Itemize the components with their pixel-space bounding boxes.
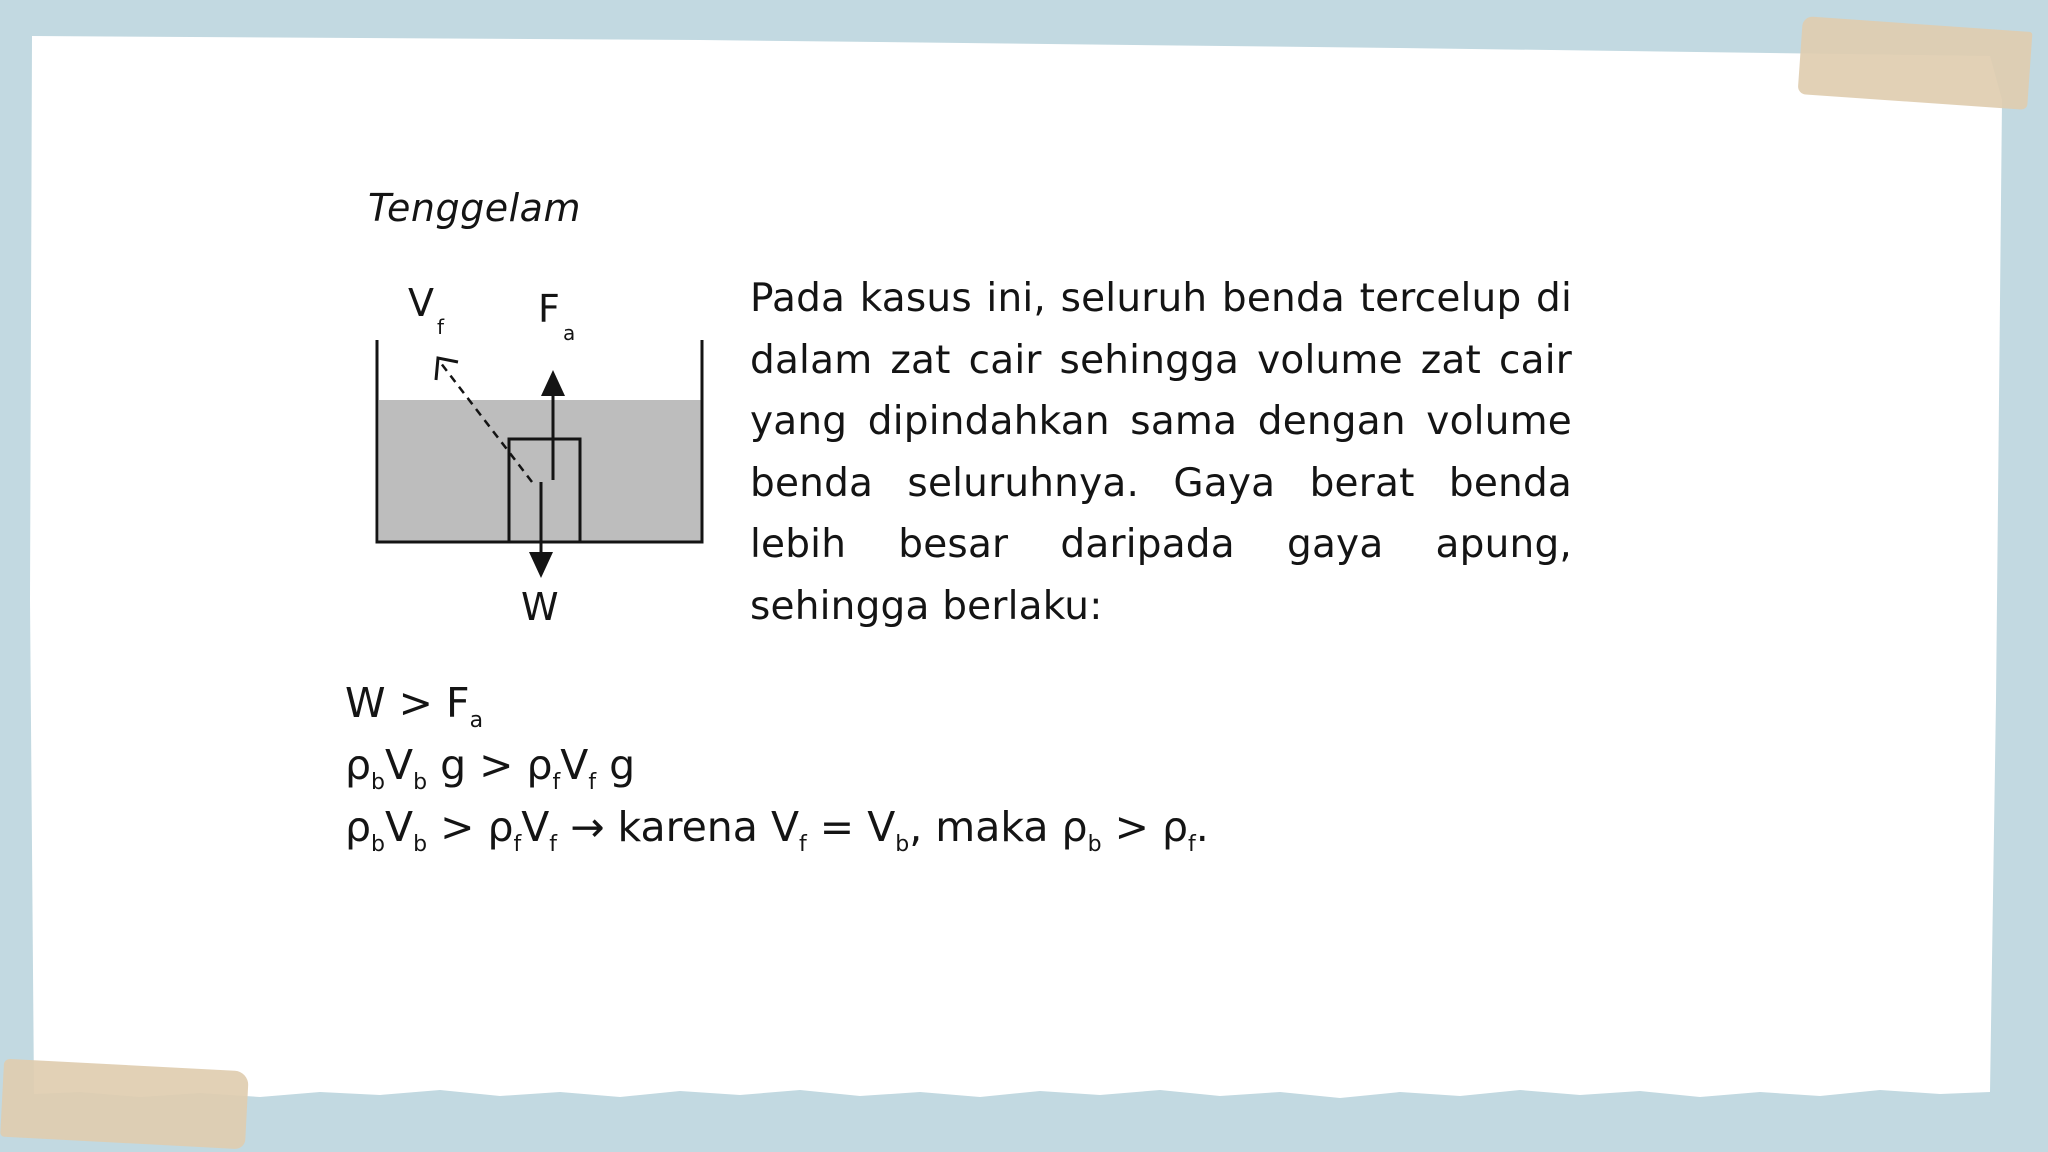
symbol-rho: ρ	[345, 741, 372, 789]
sinking-diagram	[360, 270, 720, 640]
volume-arrowhead	[436, 358, 458, 380]
symbol-volume: V	[560, 741, 589, 789]
symbol-rho: ρ	[1061, 803, 1088, 851]
symbol-volume: V	[521, 803, 550, 851]
subscript: f	[549, 832, 558, 857]
symbol-rho: ρ	[526, 741, 553, 789]
subscript: b	[371, 770, 385, 795]
word-karena: karena	[617, 803, 771, 851]
operator-greater: >	[466, 741, 527, 789]
symbol-buoyancy: F	[445, 679, 470, 727]
label-buoyancy-sub: a	[563, 321, 576, 345]
subscript: b	[413, 770, 428, 795]
subscript: b	[413, 832, 428, 857]
operator-greater: >	[1101, 803, 1162, 851]
right-arrow-icon: →	[557, 803, 618, 851]
tape-bottom-left	[0, 1059, 249, 1150]
operator-greater: >	[385, 679, 446, 727]
subscript: f	[799, 832, 807, 857]
period: .	[1195, 803, 1209, 851]
symbol-volume: V	[770, 803, 800, 851]
operator-greater: >	[427, 803, 488, 851]
formula-line-2	[345, 734, 1209, 796]
tape-top-right	[1798, 16, 2033, 110]
symbol-gravity: g	[596, 741, 636, 789]
formula-line-1	[345, 672, 1209, 734]
label-buoyancy: F	[538, 287, 560, 331]
symbol-rho: ρ	[345, 803, 372, 851]
buoyancy-arrowhead	[541, 370, 565, 396]
subscript: f	[552, 770, 561, 795]
symbol-rho: ρ	[1161, 803, 1188, 851]
subscript: f	[513, 832, 522, 857]
subscript: b	[895, 832, 910, 857]
symbol-volume: V	[385, 741, 414, 789]
symbol-volume: V	[385, 803, 414, 851]
subscript: b	[371, 832, 385, 857]
subscript: b	[1087, 832, 1102, 857]
operator-equals: =	[806, 803, 868, 851]
subscript: a	[469, 708, 484, 733]
label-volume: V	[408, 281, 434, 325]
weight-arrowhead	[529, 552, 553, 578]
formula-line-3	[345, 796, 1209, 858]
explanation-paragraph: Pada kasus ini, seluruh benda tercelup di dalam zat cair sehingga volume zat cair yang dipindahkan sama dengan volume benda seluruhnya. Gaya berat benda lebih besar daripada gaya apung, sehingga berlaku:	[750, 276, 1572, 629]
subscript: f	[1187, 832, 1196, 857]
symbol-rho: ρ	[487, 803, 514, 851]
formula-block	[345, 672, 1209, 858]
section-heading: Tenggelam	[368, 186, 581, 230]
label-weight: W	[521, 585, 559, 629]
symbol-volume: V	[867, 803, 896, 851]
word-maka: , maka	[909, 803, 1062, 851]
label-volume-sub: f	[437, 315, 445, 339]
symbol-weight: W	[345, 679, 386, 727]
symbol-gravity: g	[427, 741, 467, 789]
subscript: f	[588, 770, 597, 795]
